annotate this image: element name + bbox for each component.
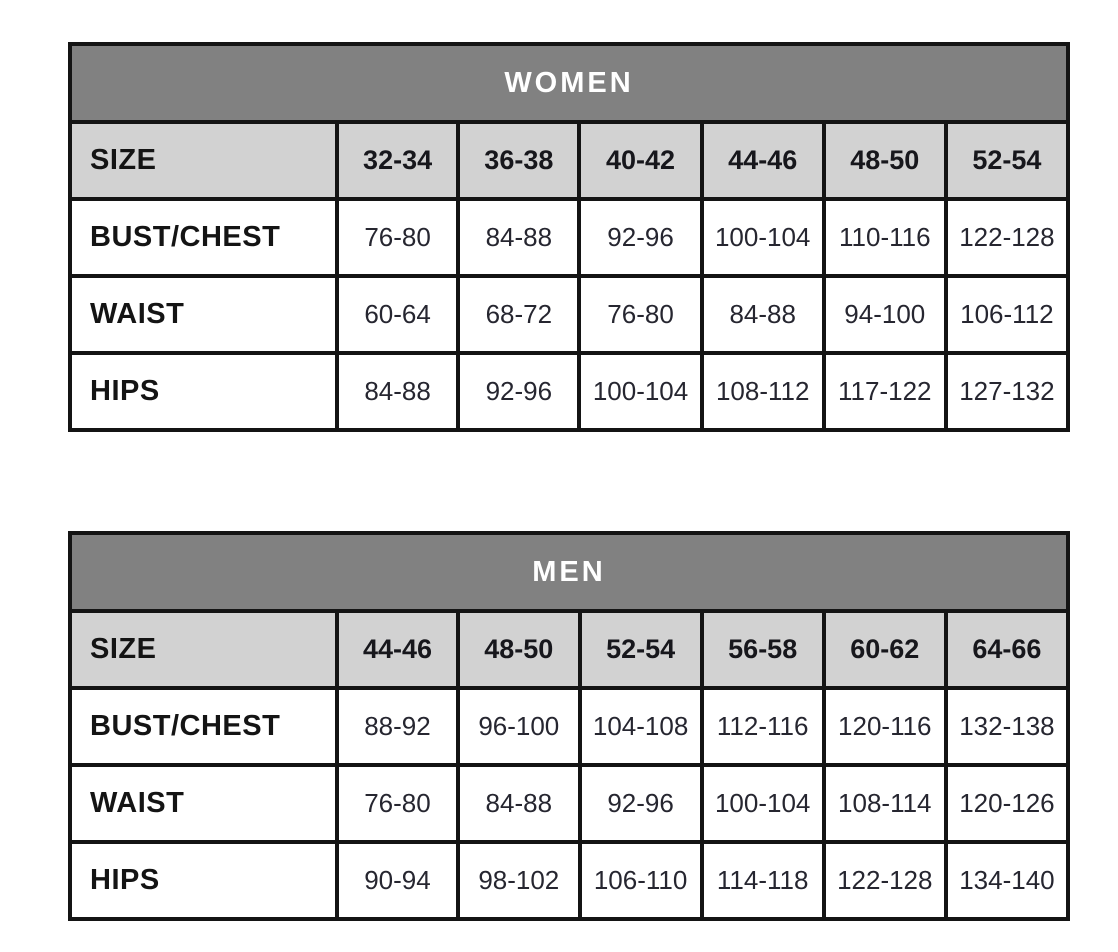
- measurement-cell: 68-72: [458, 276, 579, 353]
- measurement-cell: 120-116: [824, 688, 946, 765]
- measurement-row-label: BUST/CHEST: [70, 199, 337, 276]
- size-header-cell: 56-58: [702, 611, 824, 688]
- size-header-cell: 48-50: [458, 611, 579, 688]
- measurement-cell: 94-100: [824, 276, 946, 353]
- table-title-row: [70, 44, 1068, 122]
- size-header-cell: 64-66: [946, 611, 1068, 688]
- size-header-cell: 40-42: [579, 122, 701, 199]
- measurement-cell: 84-88: [702, 276, 824, 353]
- measurement-row: [70, 276, 1068, 353]
- measurement-cell: 100-104: [702, 765, 824, 842]
- measurement-cell: 100-104: [579, 353, 701, 430]
- measurement-cell: 76-80: [337, 199, 458, 276]
- measurement-cell: 122-128: [946, 199, 1068, 276]
- measurement-row: [70, 353, 1068, 430]
- measurement-cell: 92-96: [580, 765, 702, 842]
- measurement-row-label: HIPS: [70, 353, 337, 430]
- size-header-cell: 52-54: [580, 611, 702, 688]
- measurement-cell: 98-102: [458, 842, 579, 919]
- measurement-cell: 108-112: [702, 353, 824, 430]
- table-title: WOMEN: [70, 44, 1068, 122]
- measurement-cell: 88-92: [337, 688, 458, 765]
- size-header-cell: 52-54: [946, 122, 1068, 199]
- size-header-row: [70, 122, 1068, 199]
- measurement-cell: 114-118: [702, 842, 824, 919]
- measurement-row-label: WAIST: [70, 765, 337, 842]
- measurement-row: [70, 199, 1068, 276]
- size-header-cell: 44-46: [337, 611, 458, 688]
- measurement-cell: 84-88: [337, 353, 458, 430]
- size-row-label: SIZE: [70, 122, 337, 199]
- measurement-row: [70, 842, 1068, 919]
- measurement-cell: 84-88: [458, 199, 579, 276]
- measurement-cell: 134-140: [946, 842, 1068, 919]
- measurement-cell: 92-96: [579, 199, 701, 276]
- measurement-row-label: WAIST: [70, 276, 337, 353]
- measurement-cell: 76-80: [579, 276, 701, 353]
- measurement-cell: 122-128: [824, 842, 946, 919]
- measurement-row: [70, 688, 1068, 765]
- size-header-cell: 44-46: [702, 122, 824, 199]
- measurement-cell: 106-110: [580, 842, 702, 919]
- measurement-cell: 106-112: [946, 276, 1068, 353]
- measurement-cell: 104-108: [580, 688, 702, 765]
- measurement-cell: 76-80: [337, 765, 458, 842]
- measurement-cell: 132-138: [946, 688, 1068, 765]
- size-header-row: [70, 611, 1068, 688]
- measurement-cell: 108-114: [824, 765, 946, 842]
- size-header-cell: 32-34: [337, 122, 458, 199]
- measurement-cell: 96-100: [458, 688, 579, 765]
- measurement-row-label: HIPS: [70, 842, 337, 919]
- table-title-row: [70, 533, 1068, 611]
- measurement-cell: 84-88: [458, 765, 579, 842]
- measurement-row-label: BUST/CHEST: [70, 688, 337, 765]
- measurement-cell: 112-116: [702, 688, 824, 765]
- measurement-cell: 60-64: [337, 276, 458, 353]
- measurement-cell: 100-104: [702, 199, 824, 276]
- measurement-cell: 92-96: [458, 353, 579, 430]
- size-header-cell: 36-38: [458, 122, 579, 199]
- size-row-label: SIZE: [70, 611, 337, 688]
- size-table-women: [68, 42, 1070, 432]
- size-table-men: [68, 531, 1070, 921]
- measurement-cell: 127-132: [946, 353, 1068, 430]
- table-title: MEN: [70, 533, 1068, 611]
- measurement-row: [70, 765, 1068, 842]
- measurement-cell: 90-94: [337, 842, 458, 919]
- size-header-cell: 60-62: [824, 611, 946, 688]
- size-header-cell: 48-50: [824, 122, 946, 199]
- measurement-cell: 120-126: [946, 765, 1068, 842]
- measurement-cell: 110-116: [824, 199, 946, 276]
- measurement-cell: 117-122: [824, 353, 946, 430]
